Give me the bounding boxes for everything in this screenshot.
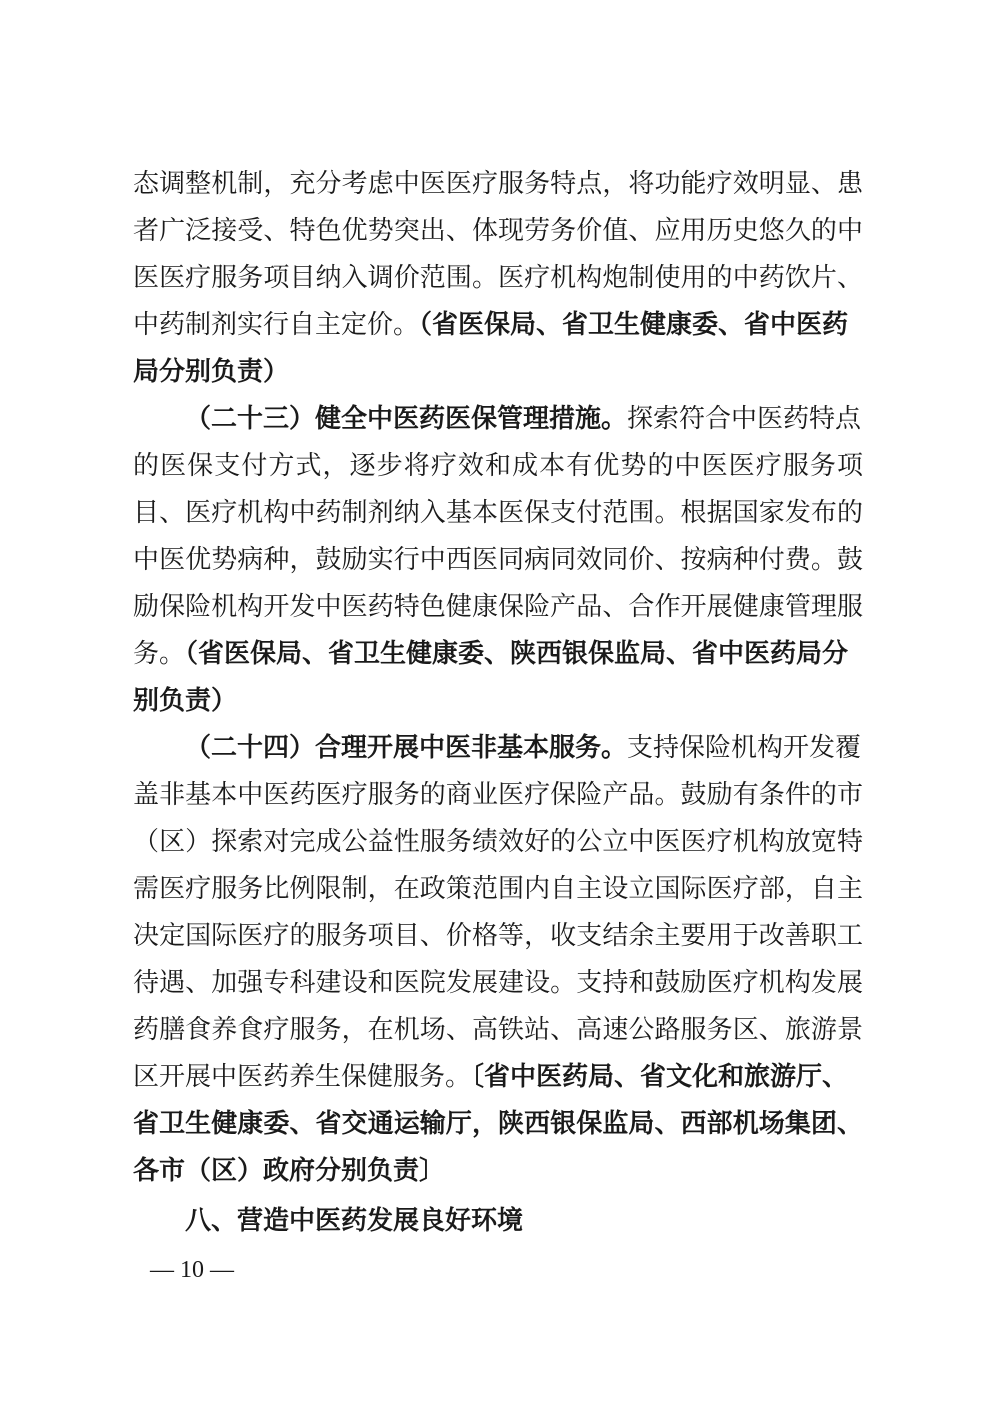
body-line: （区）探索对完成公益性服务绩效好的公立中医医疗机构放宽特 (133, 827, 863, 857)
responsible-department: 各市（区）政府分别负责〕 (133, 1156, 446, 1186)
body-line: 目、医疗机构中药制剂纳入基本医保支付范围。根据国家发布的 (133, 498, 863, 528)
section-heading-line (185, 401, 863, 437)
body-line (133, 1059, 863, 1095)
body-line: 者广泛接受、特色优势突出、体现劳务价值、应用历史悠久的中 (133, 216, 863, 246)
section-heading: （二十三）健全中医药医保管理措施。 (185, 404, 628, 434)
body-line: 决定国际医疗的服务项目、价格等，收支结余主要用于改善职工 (133, 921, 863, 951)
responsible-department: 别负责） (133, 686, 238, 716)
page-number: — 10 — (150, 1257, 234, 1283)
body-line: 中医优势病种，鼓励实行中西医同病同效同价、按病种付费。鼓 (133, 545, 863, 575)
body-line: 态调整机制，充分考虑中医医疗服务特点，将功能疗效明显、患 (133, 169, 863, 199)
responsible-department: 局分别负责） (133, 357, 290, 387)
body-line: 励保险机构开发中医药特色健康保险产品、合作开展健康管理服 (133, 592, 863, 622)
responsible-department: 〔省中医药局、省文化和旅游厅、 (471, 1062, 849, 1092)
body-text: 探索符合中医药特点 (627, 404, 862, 434)
body-line (133, 307, 863, 343)
body-text: 务。 (133, 639, 186, 669)
body-text: 区开展中医药养生保健服务。 (133, 1062, 472, 1092)
body-line: 盖非基本中医药医疗服务的商业医疗保险产品。鼓励有条件的市 (133, 780, 863, 810)
body-line (133, 636, 863, 672)
body-line: 药膳食养食疗服务，在机场、高铁站、高速公路服务区、旅游景 (133, 1015, 863, 1045)
section-heading-line (185, 730, 863, 766)
body-text: 中药制剂实行自主定价。 (133, 310, 420, 340)
responsible-department: （省医保局、省卫生健康委、陕西银保监局、省中医药局分 (185, 639, 849, 669)
body-line: 待遇、加强专科建设和医院发展建设。支持和鼓励医疗机构发展 (133, 968, 863, 998)
body-line: 医医疗服务项目纳入调价范围。医疗机构炮制使用的中药饮片、 (133, 263, 863, 293)
body-line: 需医疗服务比例限制，在政策范围内自主设立国际医疗部，自主 (133, 874, 863, 904)
section-heading: （二十四）合理开展中医非基本服务。 (185, 733, 628, 763)
responsible-department: 省卫生健康委、省交通运输厅，陕西银保监局、西部机场集团、 (133, 1109, 863, 1139)
responsible-department: （省医保局、省卫生健康委、省中医药 (419, 310, 849, 340)
body-text: 支持保险机构开发覆 (627, 733, 862, 763)
chapter-heading: 八、营造中医药发展良好环境 (185, 1206, 524, 1236)
body-line: 的医保支付方式，逐步将疗效和成本有优势的中医医疗服务项 (133, 451, 863, 481)
